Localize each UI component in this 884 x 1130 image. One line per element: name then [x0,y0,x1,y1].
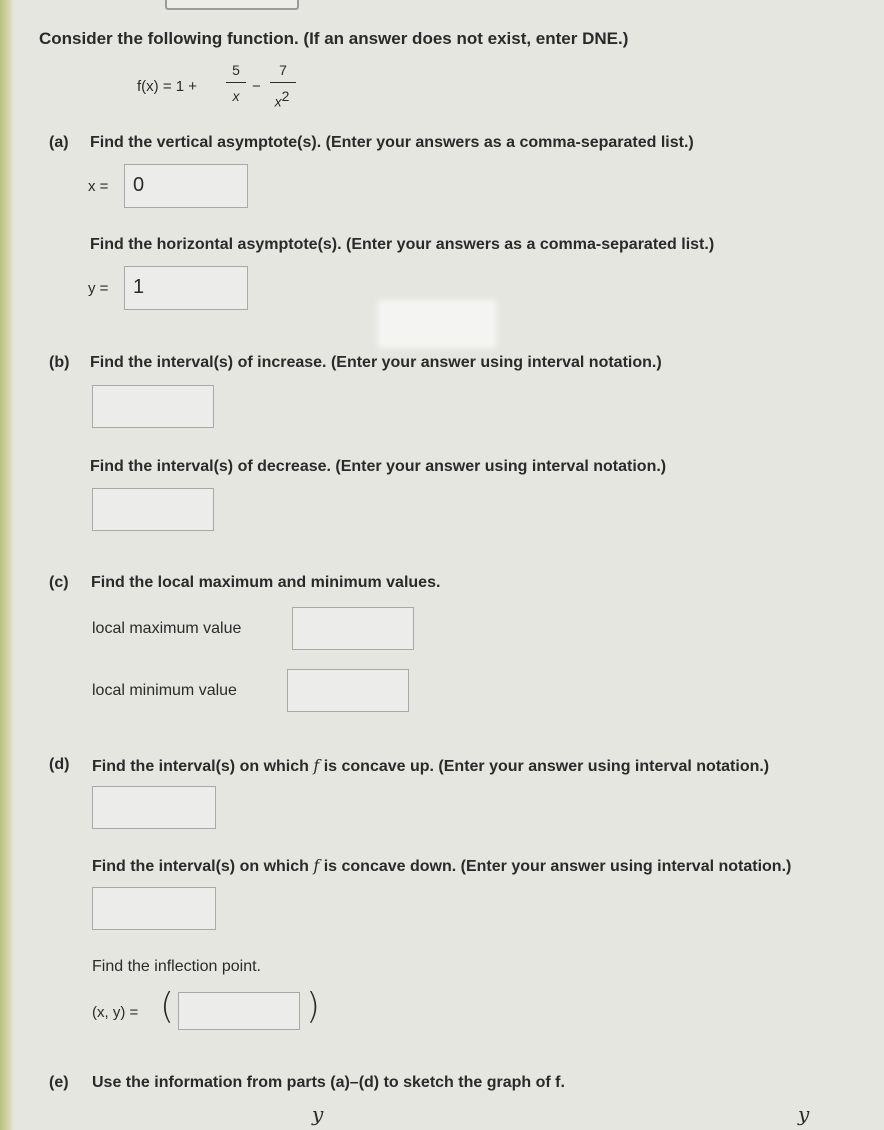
local-min-input[interactable] [287,669,409,712]
vertical-asymptote-value: 0 [133,174,145,196]
minus-sign: − [252,78,261,95]
fraction2-numerator: 7 [279,62,287,78]
horizontal-asymptote-value: 1 [133,276,145,298]
fraction2-denominator: $x^2$ [274,88,290,110]
graph1-y-axis-label: y [312,1102,324,1126]
intro-text: Consider the following function. (If an answer does not exist, enter DNE.) [39,29,629,48]
left-edge-decoration [0,0,14,1130]
screen-glare [378,300,496,348]
function-lhs: f(x) = 1 + [137,78,198,95]
local-max-input[interactable] [292,607,414,650]
horizontal-asymptote-input[interactable] [124,266,248,310]
part-b-prompt: Find the interval(s) of increase. (Enter your answer using interval notation.) [90,354,662,371]
part-e-prompt: Use the information from parts (a)–(d) to sketch the graph of f. [92,1074,565,1091]
va-variable-label: x = [88,178,109,195]
part-d-label: (d) [49,756,70,773]
part-e-label: (e) [49,1074,69,1091]
left-paren: ( [160,986,175,1027]
graph2-y-axis-label: y [798,1102,810,1126]
part-b-prompt-2: Find the interval(s) of decrease. (Enter your answer using interval notation.) [90,458,667,475]
previous-answer-box [165,0,299,10]
fraction1-bar [226,82,246,83]
part-c-label: (c) [49,574,69,591]
part-c-prompt: Find the local maximum and minimum values. [91,574,441,591]
part-a-prompt: Find the vertical asymptote(s). (Enter your answers as a comma-separated list.) [90,134,694,151]
inflection-xy-label: (x, y) = [92,1004,139,1021]
concave-down-input[interactable] [92,887,216,930]
decrease-interval-input[interactable] [92,488,214,531]
fraction1-denominator: x [232,88,240,104]
local-max-label: local maximum value [92,620,242,637]
vertical-asymptote-input[interactable] [124,164,248,208]
part-d-prompt-concave-down: Find the interval(s) on which f is concave down. (Enter your answer using interval notation.) [92,856,792,875]
inflection-prompt: Find the inflection point. [92,958,261,975]
ha-variable-label: y = [88,280,109,297]
fraction1-numerator: 5 [232,62,240,78]
local-min-label: local minimum value [92,682,237,699]
part-a-label: (a) [49,134,69,151]
fraction2-bar [270,82,296,83]
concave-up-input[interactable] [92,786,216,829]
right-paren: ) [306,986,321,1027]
part-b-label: (b) [49,354,70,371]
part-a-prompt-2: Find the horizontal asymptote(s). (Enter your answers as a comma-separated list.) [90,236,715,253]
increase-interval-input[interactable] [92,385,214,428]
inflection-point-input[interactable] [178,992,300,1030]
part-d-prompt-concave-up: Find the interval(s) on which f is concave up. (Enter your answer using interval notation.) [92,756,770,775]
